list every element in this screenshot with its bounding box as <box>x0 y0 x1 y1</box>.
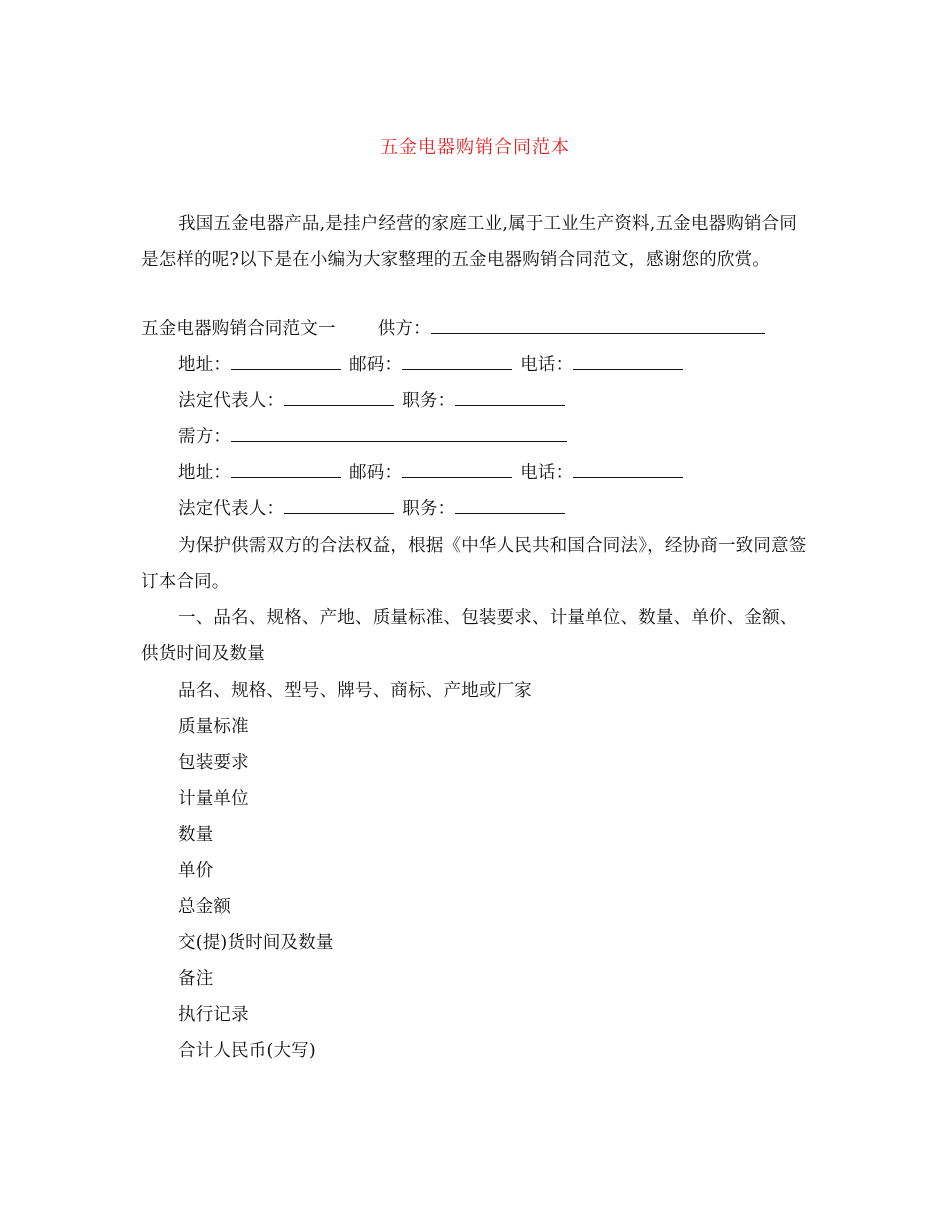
clause-one: 一、品名、规格、产地、质量标准、包装要求、计量单位、数量、单价、金额、供货时间及数量 <box>141 608 798 664</box>
list-item: 质量标准 <box>178 717 249 737</box>
buyer-postcode-blank[interactable] <box>402 463 512 478</box>
supplier-label: 供方： <box>377 319 431 339</box>
phone-label: 电话： <box>520 355 574 375</box>
position-label: 职务： <box>402 499 456 519</box>
list-item: 执行记录 <box>178 1005 249 1025</box>
legal-rep-label: 法定代表人： <box>178 499 285 519</box>
list-item: 合计人民币(大写) <box>178 1041 316 1061</box>
agreement-paragraph: 为保护供需双方的合法权益，根据《中华人民共和国合同法》，经协商一致同意签订本合同。 <box>141 536 807 592</box>
supplier-phone-blank[interactable] <box>573 355 683 370</box>
buyer-address-blank[interactable] <box>231 463 341 478</box>
list-item: 备注 <box>178 969 214 989</box>
postcode-label: 邮码： <box>349 463 403 483</box>
address-label: 地址： <box>178 463 232 483</box>
buyer-position-blank[interactable] <box>455 499 565 514</box>
position-label: 职务： <box>402 391 456 411</box>
supplier-legal-rep-row <box>178 389 565 413</box>
postcode-label: 邮码： <box>349 355 403 375</box>
buyer-legal-rep-blank[interactable] <box>284 499 394 514</box>
address-label: 地址： <box>178 355 232 375</box>
supplier-postcode-blank[interactable] <box>402 355 512 370</box>
phone-label: 电话： <box>520 463 574 483</box>
supplier-legal-rep-blank[interactable] <box>284 391 394 406</box>
supplier-address-blank[interactable] <box>231 355 341 370</box>
list-item: 品名、规格、型号、牌号、商标、产地或厂家 <box>178 681 532 701</box>
buyer-row <box>178 425 567 449</box>
legal-rep-label: 法定代表人： <box>178 391 285 411</box>
list-item: 包装要求 <box>178 753 249 773</box>
buyer-address-row <box>178 461 683 485</box>
list-item: 数量 <box>178 825 214 845</box>
buyer-legal-rep-row <box>178 497 565 521</box>
sample-heading: 五金电器购销合同范文一 <box>141 319 336 339</box>
supplier-address-row <box>178 353 683 377</box>
list-item: 交(提)货时间及数量 <box>178 933 334 953</box>
list-item: 计量单位 <box>178 789 249 809</box>
document-title: 五金电器购销合同范本 <box>380 137 570 158</box>
supplier-blank[interactable] <box>431 319 765 334</box>
buyer-blank[interactable] <box>231 427 567 442</box>
buyer-label: 需方： <box>178 427 232 447</box>
list-item: 总金额 <box>178 897 232 917</box>
supplier-row <box>141 317 765 341</box>
list-item: 单价 <box>178 861 214 881</box>
intro-paragraph: 我国五金电器产品,是挂户经营的家庭工业,属于工业生产资料,五金电器购销合同是怎样的呢?以下是在小编为大家整理的五金电器购销合同范文，感谢您的欣赏。 <box>141 214 798 270</box>
supplier-position-blank[interactable] <box>455 391 565 406</box>
buyer-phone-blank[interactable] <box>573 463 683 478</box>
